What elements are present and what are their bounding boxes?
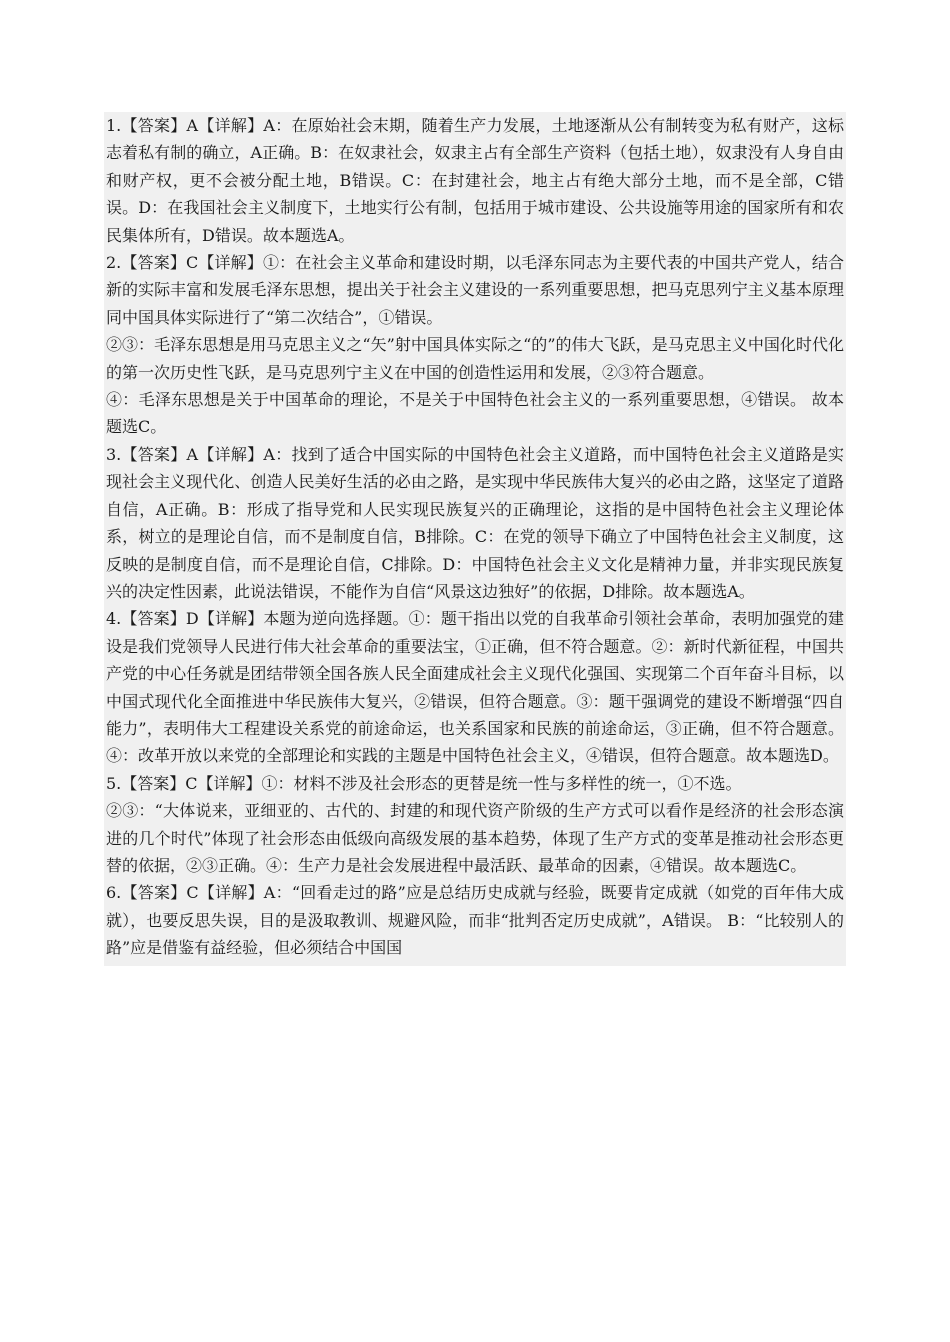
answer-5-part-2: ②③：“大体说来，亚细亚的、古代的、封建的和现代资产阶级的生产方式可以看作是经济的社会形态演进的几个时代”体现了社会形态由低级向高级发展的基本趋势，体现了生产方式的变革是推动社会形态更替的依据，②③正确。④：生产力是社会发展进程中最活跃、最革命的因素，④错误。故本题选C。 bbox=[106, 801, 844, 875]
answer-4: 4.【答案】D【详解】本题为逆向选择题。①：题干指出以党的自我革命引领社会革命，表明加强党的建设是我们党领导人民进行伟大社会革命的重要法宝，①正确，但不符合题意。②：新时代新征程，中国共产党的中心任务就是团结带领全国各族人民全面建成社会主义现代化强国、实现第二个百年奋斗目标，以中国式现代化全面推进中华民族伟大复兴，②错误，但符合题意。③：题干强调党的建设不断增强“四自能力”，表明伟大工程建设关系党的前途命运，也关系国家和民族的前途命运，③正确，但不符合题意。④：改革开放以来党的全部理论和实践的主题是中国特色社会主义，④错误，但符合题意。故本题选D。 bbox=[106, 609, 844, 766]
answer-1: 1.【答案】A【详解】A：在原始社会末期，随着生产力发展，土地逐渐从公有制转变为私有财产，这标志着私有制的确立，A正确。B：在奴隶社会，奴隶主占有全部生产资料（包括土地），奴隶没有人身自由和财产权，更不会被分配土地，B错误。C：在封建社会，地主占有绝大部分土地，而不是全部，C错误。D：在我国社会主义制度下，土地实行公有制，包括用于城市建设、公共设施等用途的国家所有和农民集体所有，D错误。故本题选A。 bbox=[106, 116, 844, 245]
answer-3: 3.【答案】A【详解】A：找到了适合中国实际的中国特色社会主义道路，而中国特色社会主义道路是实现社会主义现代化、创造人民美好生活的必由之路，是实现中华民族伟大复兴的必由之路，这坚定了道路自信，A正确。B：形成了指导党和人民实现民族复兴的正确理论，这指的是中国特色社会主义理论体系，树立的是理论自信，而不是制度自信，B排除。C：在党的领导下确立了中国特色社会主义制度，这反映的是制度自信，而不是理论自信，C排除。D：中国特色社会主义文化是精神力量，并非实现民族复兴的决定性因素，此说法错误，不能作为自信“风景这边独好”的依据，D排除。故本题选A。 bbox=[106, 444, 844, 601]
answer-2-part-2: ②③：毛泽东思想是用马克思主义之“矢”射中国具体实际之“的”的伟大飞跃，是马克思主义中国化时代化的第一次历史性飞跃，是马克思列宁主义在中国的创造性运用和发展，②③符合题意。 bbox=[106, 335, 844, 382]
answer-5-part-1: 5.【答案】C【详解】①：材料不涉及社会形态的更替是统一性与多样性的统一，①不选。 bbox=[106, 773, 742, 793]
answer-2-part-1: 2.【答案】C【详解】①：在社会主义革命和建设时期，以毛泽东同志为主要代表的中国共产党人，结合新的实际丰富和发展毛泽东思想，提出关于社会主义建设的一系列重要思想，把马克思列宁主义基本原理同中国具体实际进行了“第二次结合”，①错误。 bbox=[106, 253, 844, 327]
answer-2-part-3: ④：毛泽东思想是关于中国革命的理论，不是关于中国特色社会主义的一系列重要思想，④错误。 故本题选C。 bbox=[106, 390, 844, 437]
answer-explanations bbox=[104, 112, 846, 966]
answer-6: 6.【答案】C【详解】A：“回看走过的路”应是总结历史成就与经验，既要肯定成就（如党的百年伟大成就），也要反思失误，目的是汲取教训、规避风险，而非“批判否定历史成就”，A错误。 B：“比较别人的路”应是借鉴有益经验，但必须结合中国国 bbox=[106, 883, 844, 958]
